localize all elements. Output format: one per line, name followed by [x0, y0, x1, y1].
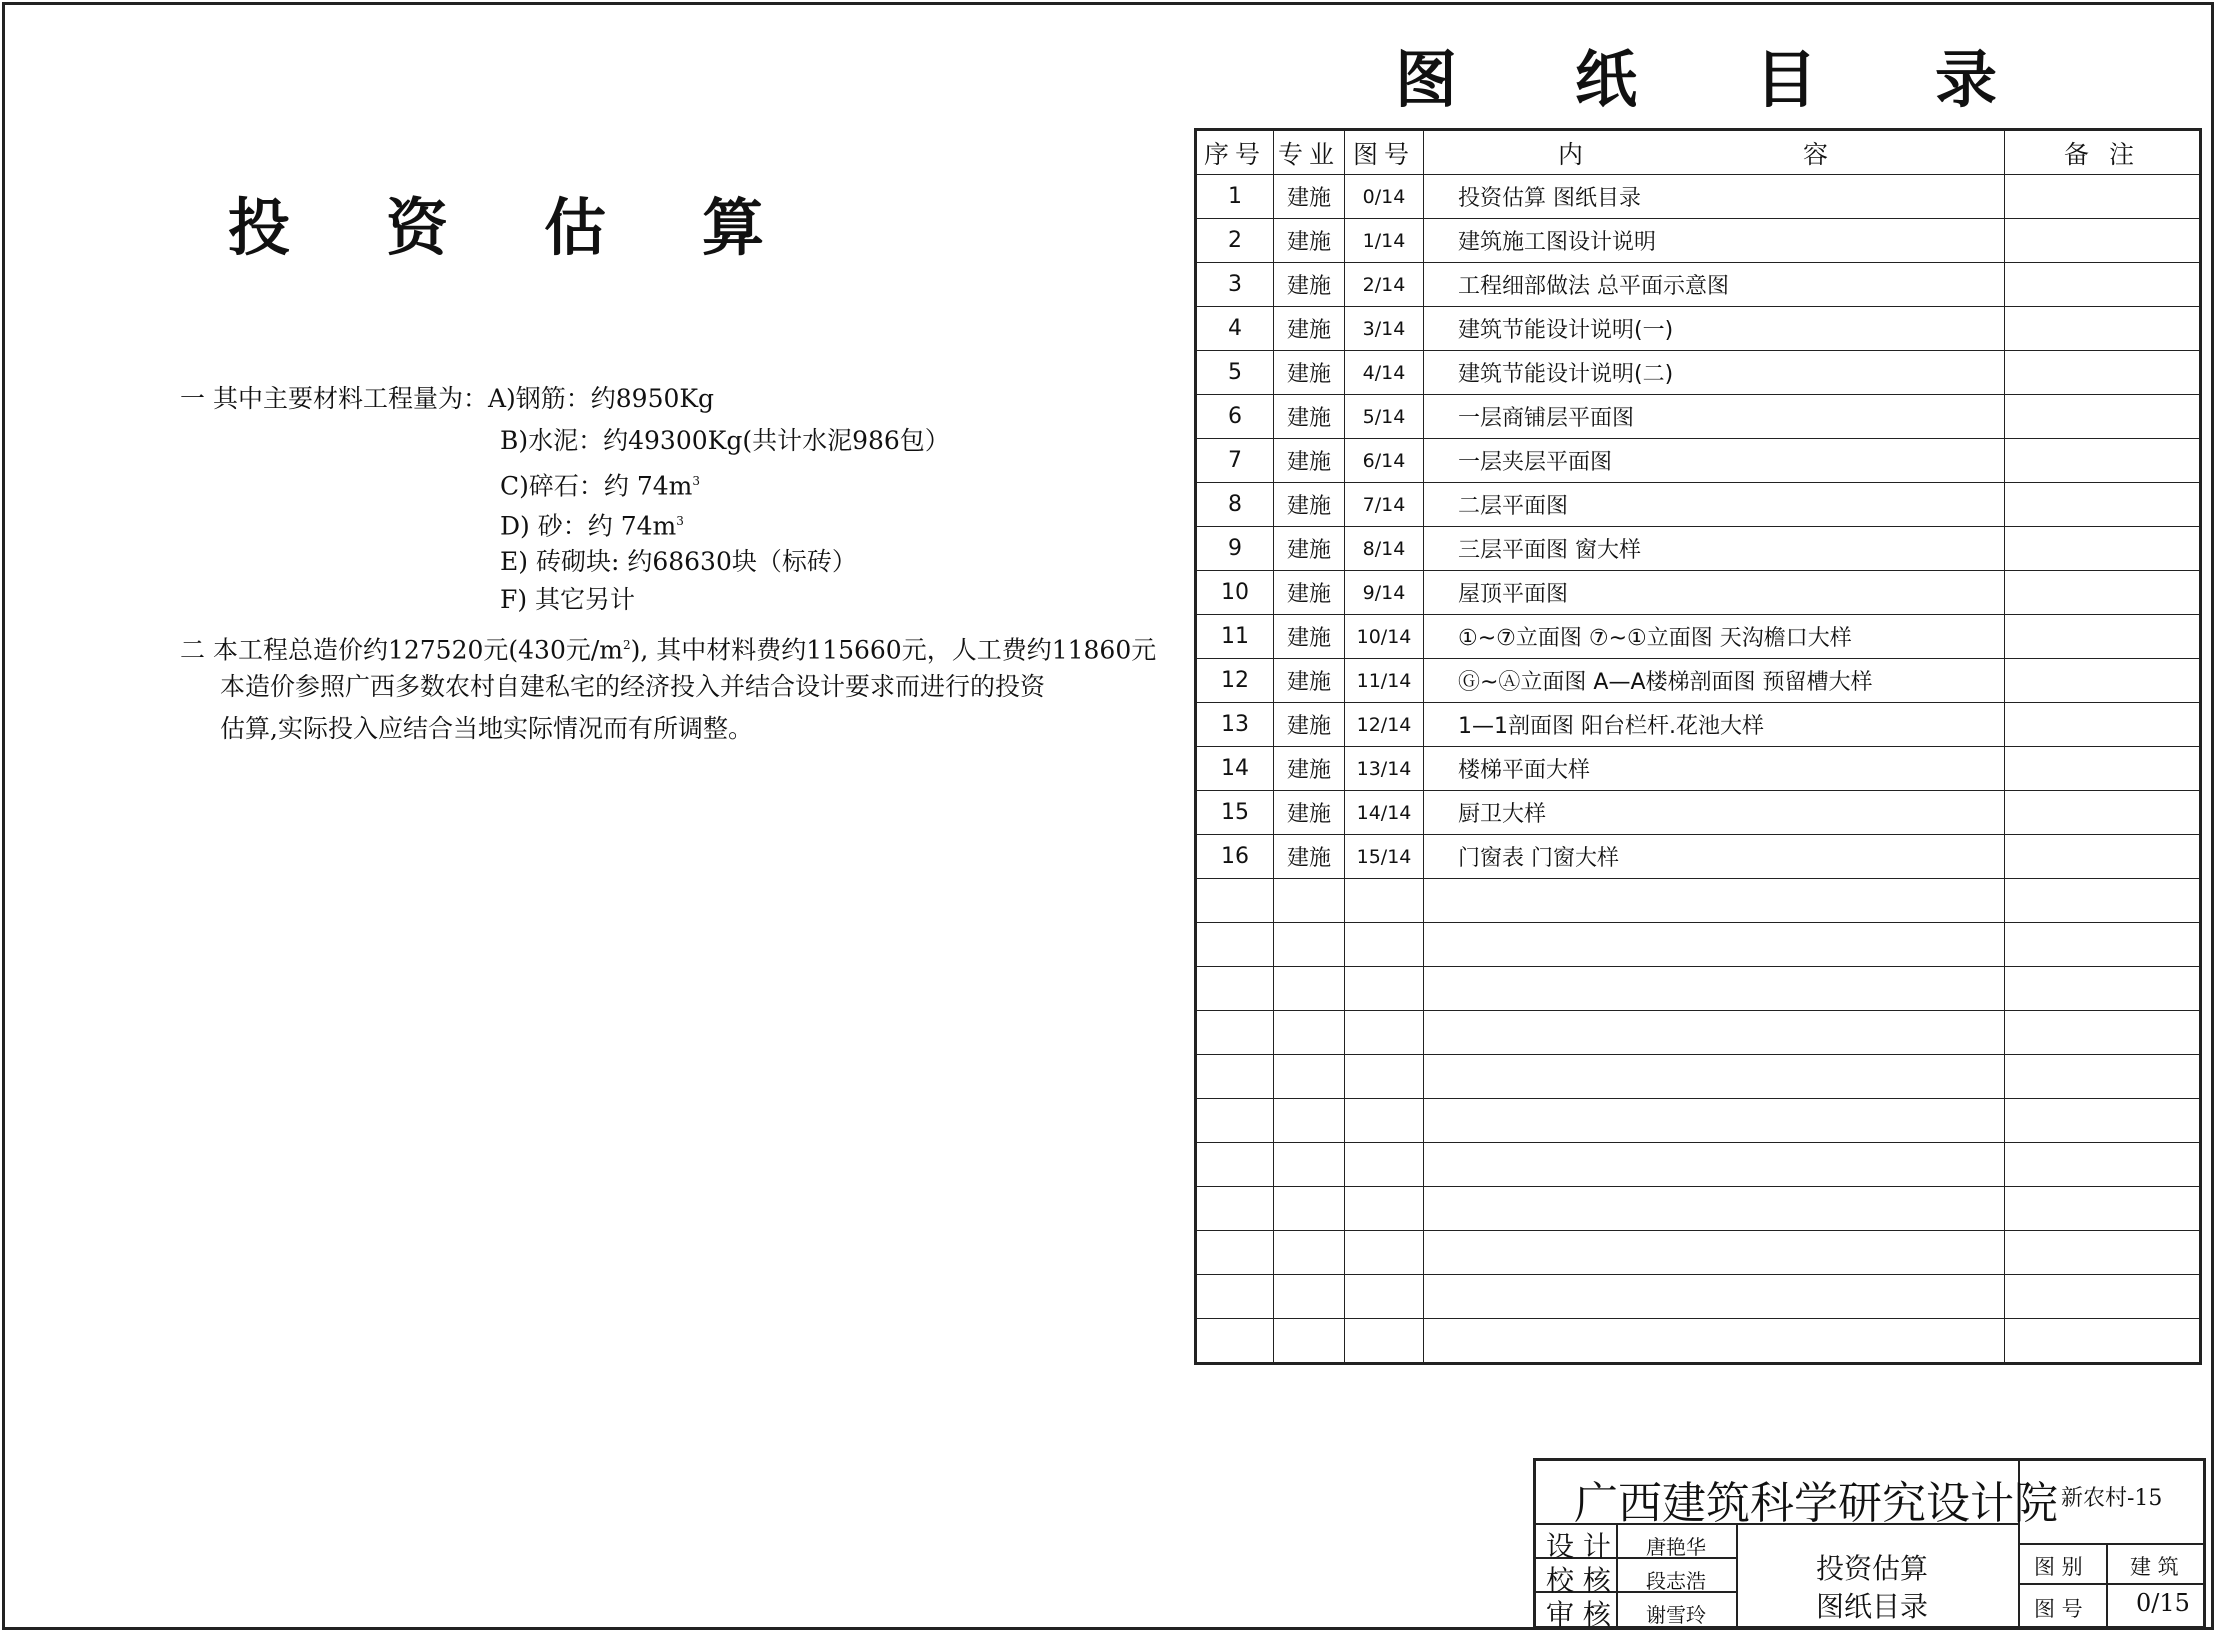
row-remark — [2005, 175, 2201, 219]
table-row — [1196, 307, 2201, 351]
row-remark — [2005, 615, 2201, 659]
empty-cell — [1424, 1099, 2005, 1143]
drawing-title-1: 投资估算 — [1816, 1552, 1929, 1585]
empty-cell — [1196, 879, 1274, 923]
empty-cell — [1274, 1055, 1345, 1099]
empty-cell — [1424, 1011, 2005, 1055]
empty-cell — [1274, 1275, 1345, 1319]
row-content: 屋顶平面图 — [1424, 571, 2005, 615]
row-no: 15 — [1196, 791, 1274, 835]
empty-cell — [2005, 1055, 2201, 1099]
row-drawing-no: 6/14 — [1345, 439, 1424, 483]
number-value: 0/15 — [2136, 1589, 2190, 1617]
row-content: 建筑节能设计说明(二) — [1424, 351, 2005, 395]
table-row — [1196, 571, 2201, 615]
row-spec: 建施 — [1274, 791, 1345, 835]
row-drawing-no: 8/14 — [1345, 527, 1424, 571]
header-drawing-no: 图号 — [1345, 130, 1424, 175]
estimate-line-7-sup: 2 — [622, 638, 631, 652]
row-drawing-no: 3/14 — [1345, 307, 1424, 351]
row-content: 1—1剖面图 阳台栏杆.花池大样 — [1424, 703, 2005, 747]
empty-cell — [1345, 1143, 1424, 1187]
row-remark — [2005, 439, 2201, 483]
row-content: 门窗表 门窗大样 — [1424, 835, 2005, 879]
row-spec: 建施 — [1274, 175, 1345, 219]
row-spec: 建施 — [1274, 571, 1345, 615]
row-no: 11 — [1196, 615, 1274, 659]
empty-cell — [1424, 1187, 2005, 1231]
empty-cell — [2005, 1099, 2201, 1143]
empty-table-row — [1196, 1231, 2201, 1275]
table-row — [1196, 747, 2201, 791]
empty-table-row — [1196, 1319, 2201, 1364]
catalog-title-char: 图 — [1395, 43, 1458, 116]
empty-cell — [1274, 1231, 1345, 1275]
row-drawing-no: 5/14 — [1345, 395, 1424, 439]
table-header-row — [1196, 130, 2201, 175]
row-content: 一层商铺层平面图 — [1424, 395, 2005, 439]
row-no: 1 — [1196, 175, 1274, 219]
row-content: 楼梯平面大样 — [1424, 747, 2005, 791]
header-content — [1424, 130, 2005, 175]
empty-cell — [1345, 879, 1424, 923]
row-remark — [2005, 527, 2201, 571]
empty-table-row — [1196, 1011, 2201, 1055]
row-no: 13 — [1196, 703, 1274, 747]
header-content-b: 容 — [1803, 139, 1829, 169]
row-content: 厨卫大样 — [1424, 791, 2005, 835]
empty-cell — [2005, 1187, 2201, 1231]
row-drawing-no: 12/14 — [1345, 703, 1424, 747]
catalog-title-char: 目 — [1755, 43, 1818, 116]
row-drawing-no: 7/14 — [1345, 483, 1424, 527]
empty-cell — [2005, 1231, 2201, 1275]
row-remark — [2005, 835, 2201, 879]
review-name: 谢雪玲 — [1646, 1603, 1706, 1627]
empty-cell — [1345, 1055, 1424, 1099]
table-row — [1196, 439, 2201, 483]
institute-name: 广西建筑科学研究设计院 — [1574, 1478, 2058, 1529]
row-no: 10 — [1196, 571, 1274, 615]
number-label: 图 号 — [2034, 1597, 2083, 1621]
empty-table-row — [1196, 879, 2201, 923]
table-row — [1196, 263, 2201, 307]
row-spec: 建施 — [1274, 659, 1345, 703]
row-drawing-no: 15/14 — [1345, 835, 1424, 879]
row-spec: 建施 — [1274, 219, 1345, 263]
estimate-line-6: F) 其它另计 — [500, 585, 636, 614]
row-spec: 建施 — [1274, 351, 1345, 395]
estimate-line-4 — [500, 504, 684, 543]
row-drawing-no: 0/14 — [1345, 175, 1424, 219]
row-spec: 建施 — [1274, 307, 1345, 351]
header-content-a: 内 — [1558, 139, 1584, 169]
row-content: 三层平面图 窗大样 — [1424, 527, 2005, 571]
estimate-line-5: E) 砖砌块: 约68630块（标砖） — [500, 547, 857, 576]
row-spec: 建施 — [1274, 439, 1345, 483]
row-no: 8 — [1196, 483, 1274, 527]
table-row — [1196, 395, 2201, 439]
row-no: 14 — [1196, 747, 1274, 791]
row-remark — [2005, 483, 2201, 527]
row-content: Ⓖ~Ⓐ立面图 A—A楼梯剖面图 预留槽大样 — [1424, 659, 2005, 703]
row-spec: 建施 — [1274, 703, 1345, 747]
row-content: 一层夹层平面图 — [1424, 439, 2005, 483]
estimate-line-7a: 二 本工程总造价约127520元(430元/m — [180, 635, 623, 665]
row-no: 3 — [1196, 263, 1274, 307]
row-remark — [2005, 263, 2201, 307]
row-spec: 建施 — [1274, 483, 1345, 527]
empty-cell — [2005, 879, 2201, 923]
empty-cell — [1196, 1011, 1274, 1055]
empty-table-row — [1196, 1055, 2201, 1099]
estimate-title-char: 估 — [544, 191, 607, 264]
estimate-line-1: 一 其中主要材料工程量为：A)钢筋：约8950Kg — [180, 384, 715, 413]
empty-cell — [1345, 967, 1424, 1011]
empty-cell — [1424, 923, 2005, 967]
empty-cell — [1424, 1143, 2005, 1187]
empty-table-row — [1196, 1187, 2201, 1231]
row-remark — [2005, 351, 2201, 395]
empty-cell — [2005, 1143, 2201, 1187]
empty-cell — [1424, 879, 2005, 923]
empty-cell — [1196, 1143, 1274, 1187]
empty-cell — [1196, 967, 1274, 1011]
design-label: 设 计 — [1546, 1530, 1611, 1563]
empty-cell — [1424, 1319, 2005, 1364]
table-row — [1196, 483, 2201, 527]
empty-cell — [1274, 1099, 1345, 1143]
table-row — [1196, 615, 2201, 659]
row-drawing-no: 13/14 — [1345, 747, 1424, 791]
empty-cell — [1345, 1099, 1424, 1143]
header-remark: 备 注 — [2005, 130, 2201, 175]
row-no: 2 — [1196, 219, 1274, 263]
estimate-line-8: 本造价参照广西多数农村自建私宅的经济投入并结合设计要求而进行的投资 — [220, 672, 1046, 701]
drawing-title-2: 图纸目录 — [1816, 1590, 1929, 1623]
row-drawing-no: 14/14 — [1345, 791, 1424, 835]
category-label: 图 别 — [2034, 1555, 2083, 1579]
empty-cell — [1274, 1319, 1345, 1364]
empty-cell — [1196, 1231, 1274, 1275]
category-value: 建 筑 — [2130, 1555, 2179, 1579]
row-drawing-no: 1/14 — [1345, 219, 1424, 263]
empty-cell — [1274, 1143, 1345, 1187]
empty-cell — [1345, 1231, 1424, 1275]
row-remark — [2005, 791, 2201, 835]
row-no: 6 — [1196, 395, 1274, 439]
empty-cell — [1196, 1099, 1274, 1143]
review-label: 审 核 — [1546, 1598, 1611, 1631]
row-content: 建筑节能设计说明(一) — [1424, 307, 2005, 351]
row-remark — [2005, 659, 2201, 703]
row-no: 7 — [1196, 439, 1274, 483]
row-drawing-no: 2/14 — [1345, 263, 1424, 307]
row-drawing-no: 9/14 — [1345, 571, 1424, 615]
table-row — [1196, 659, 2201, 703]
empty-table-row — [1196, 923, 2201, 967]
row-drawing-no: 4/14 — [1345, 351, 1424, 395]
empty-cell — [1274, 1187, 1345, 1231]
table-row — [1196, 791, 2201, 835]
table-row — [1196, 527, 2201, 571]
empty-cell — [1274, 1011, 1345, 1055]
estimate-line-3 — [500, 464, 700, 503]
header-spec: 专业 — [1274, 130, 1345, 175]
empty-table-row — [1196, 1275, 2201, 1319]
row-spec: 建施 — [1274, 747, 1345, 791]
empty-cell — [2005, 967, 2201, 1011]
estimate-line-9: 估算,实际投入应结合当地实际情况而有所调整。 — [220, 714, 753, 743]
row-remark — [2005, 747, 2201, 791]
row-spec: 建施 — [1274, 527, 1345, 571]
row-content: 投资估算 图纸目录 — [1424, 175, 2005, 219]
title-block — [1533, 1458, 2206, 1629]
row-no: 12 — [1196, 659, 1274, 703]
row-drawing-no: 11/14 — [1345, 659, 1424, 703]
empty-table-row — [1196, 967, 2201, 1011]
estimate-title — [228, 178, 860, 267]
project-code: 新农村-15 — [2061, 1486, 2163, 1511]
row-remark — [2005, 219, 2201, 263]
estimate-line-7 — [180, 628, 1156, 667]
catalog-title — [1395, 30, 2115, 119]
row-content: ①~⑦立面图 ⑦~①立面图 天沟檐口大样 — [1424, 615, 2005, 659]
empty-cell — [2005, 1319, 2201, 1364]
row-spec: 建施 — [1274, 263, 1345, 307]
catalog-title-char: 纸 — [1575, 43, 1638, 116]
empty-cell — [1196, 1055, 1274, 1099]
empty-cell — [1274, 923, 1345, 967]
row-spec: 建施 — [1274, 615, 1345, 659]
table-row — [1196, 703, 2201, 747]
empty-cell — [1196, 1275, 1274, 1319]
estimate-title-char: 算 — [702, 191, 765, 264]
empty-cell — [1196, 1187, 1274, 1231]
row-remark — [2005, 307, 2201, 351]
row-content: 建筑施工图设计说明 — [1424, 219, 2005, 263]
catalog-title-char: 录 — [1935, 43, 1998, 116]
empty-cell — [2005, 923, 2201, 967]
row-no: 5 — [1196, 351, 1274, 395]
row-content: 二层平面图 — [1424, 483, 2005, 527]
empty-cell — [1274, 967, 1345, 1011]
table-row — [1196, 219, 2201, 263]
empty-cell — [1274, 879, 1345, 923]
row-spec: 建施 — [1274, 835, 1345, 879]
empty-cell — [1424, 967, 2005, 1011]
row-content: 工程细部做法 总平面示意图 — [1424, 263, 2005, 307]
design-name: 唐艳华 — [1646, 1535, 1706, 1559]
empty-cell — [1424, 1275, 2005, 1319]
empty-cell — [1196, 1319, 1274, 1364]
row-no: 4 — [1196, 307, 1274, 351]
table-row — [1196, 835, 2201, 879]
header-no: 序号 — [1196, 130, 1274, 175]
empty-cell — [1345, 1275, 1424, 1319]
estimate-title-char: 资 — [386, 191, 449, 264]
row-spec: 建施 — [1274, 395, 1345, 439]
check-name: 段志浩 — [1646, 1569, 1706, 1593]
estimate-line-2: B)水泥：约49300Kg(共计水泥986包） — [500, 426, 950, 455]
empty-cell — [1424, 1231, 2005, 1275]
table-row — [1196, 175, 2201, 219]
empty-cell — [2005, 1011, 2201, 1055]
empty-cell — [1345, 1011, 1424, 1055]
empty-cell — [1345, 1187, 1424, 1231]
row-no: 9 — [1196, 527, 1274, 571]
estimate-line-4-sup: 3 — [676, 514, 684, 528]
empty-cell — [1345, 1319, 1424, 1364]
drawing-catalog-table — [1194, 128, 2202, 1365]
empty-cell — [1196, 923, 1274, 967]
empty-cell — [2005, 1275, 2201, 1319]
empty-cell — [1345, 923, 1424, 967]
row-drawing-no: 10/14 — [1345, 615, 1424, 659]
check-label: 校 核 — [1546, 1564, 1611, 1597]
table-row — [1196, 351, 2201, 395]
empty-cell — [1424, 1055, 2005, 1099]
empty-table-row — [1196, 1143, 2201, 1187]
estimate-line-3-sup: 3 — [692, 474, 700, 488]
row-remark — [2005, 703, 2201, 747]
empty-table-row — [1196, 1099, 2201, 1143]
estimate-line-7b: ), 其中材料费约115660元，人工费约11860元 — [630, 635, 1157, 665]
row-remark — [2005, 571, 2201, 615]
estimate-line-4-text: D) 砂：约 74m — [500, 511, 677, 541]
estimate-title-char: 投 — [228, 191, 291, 264]
row-remark — [2005, 395, 2201, 439]
estimate-line-3-text: C)碎石：约 74m — [500, 471, 693, 501]
row-no: 16 — [1196, 835, 1274, 879]
